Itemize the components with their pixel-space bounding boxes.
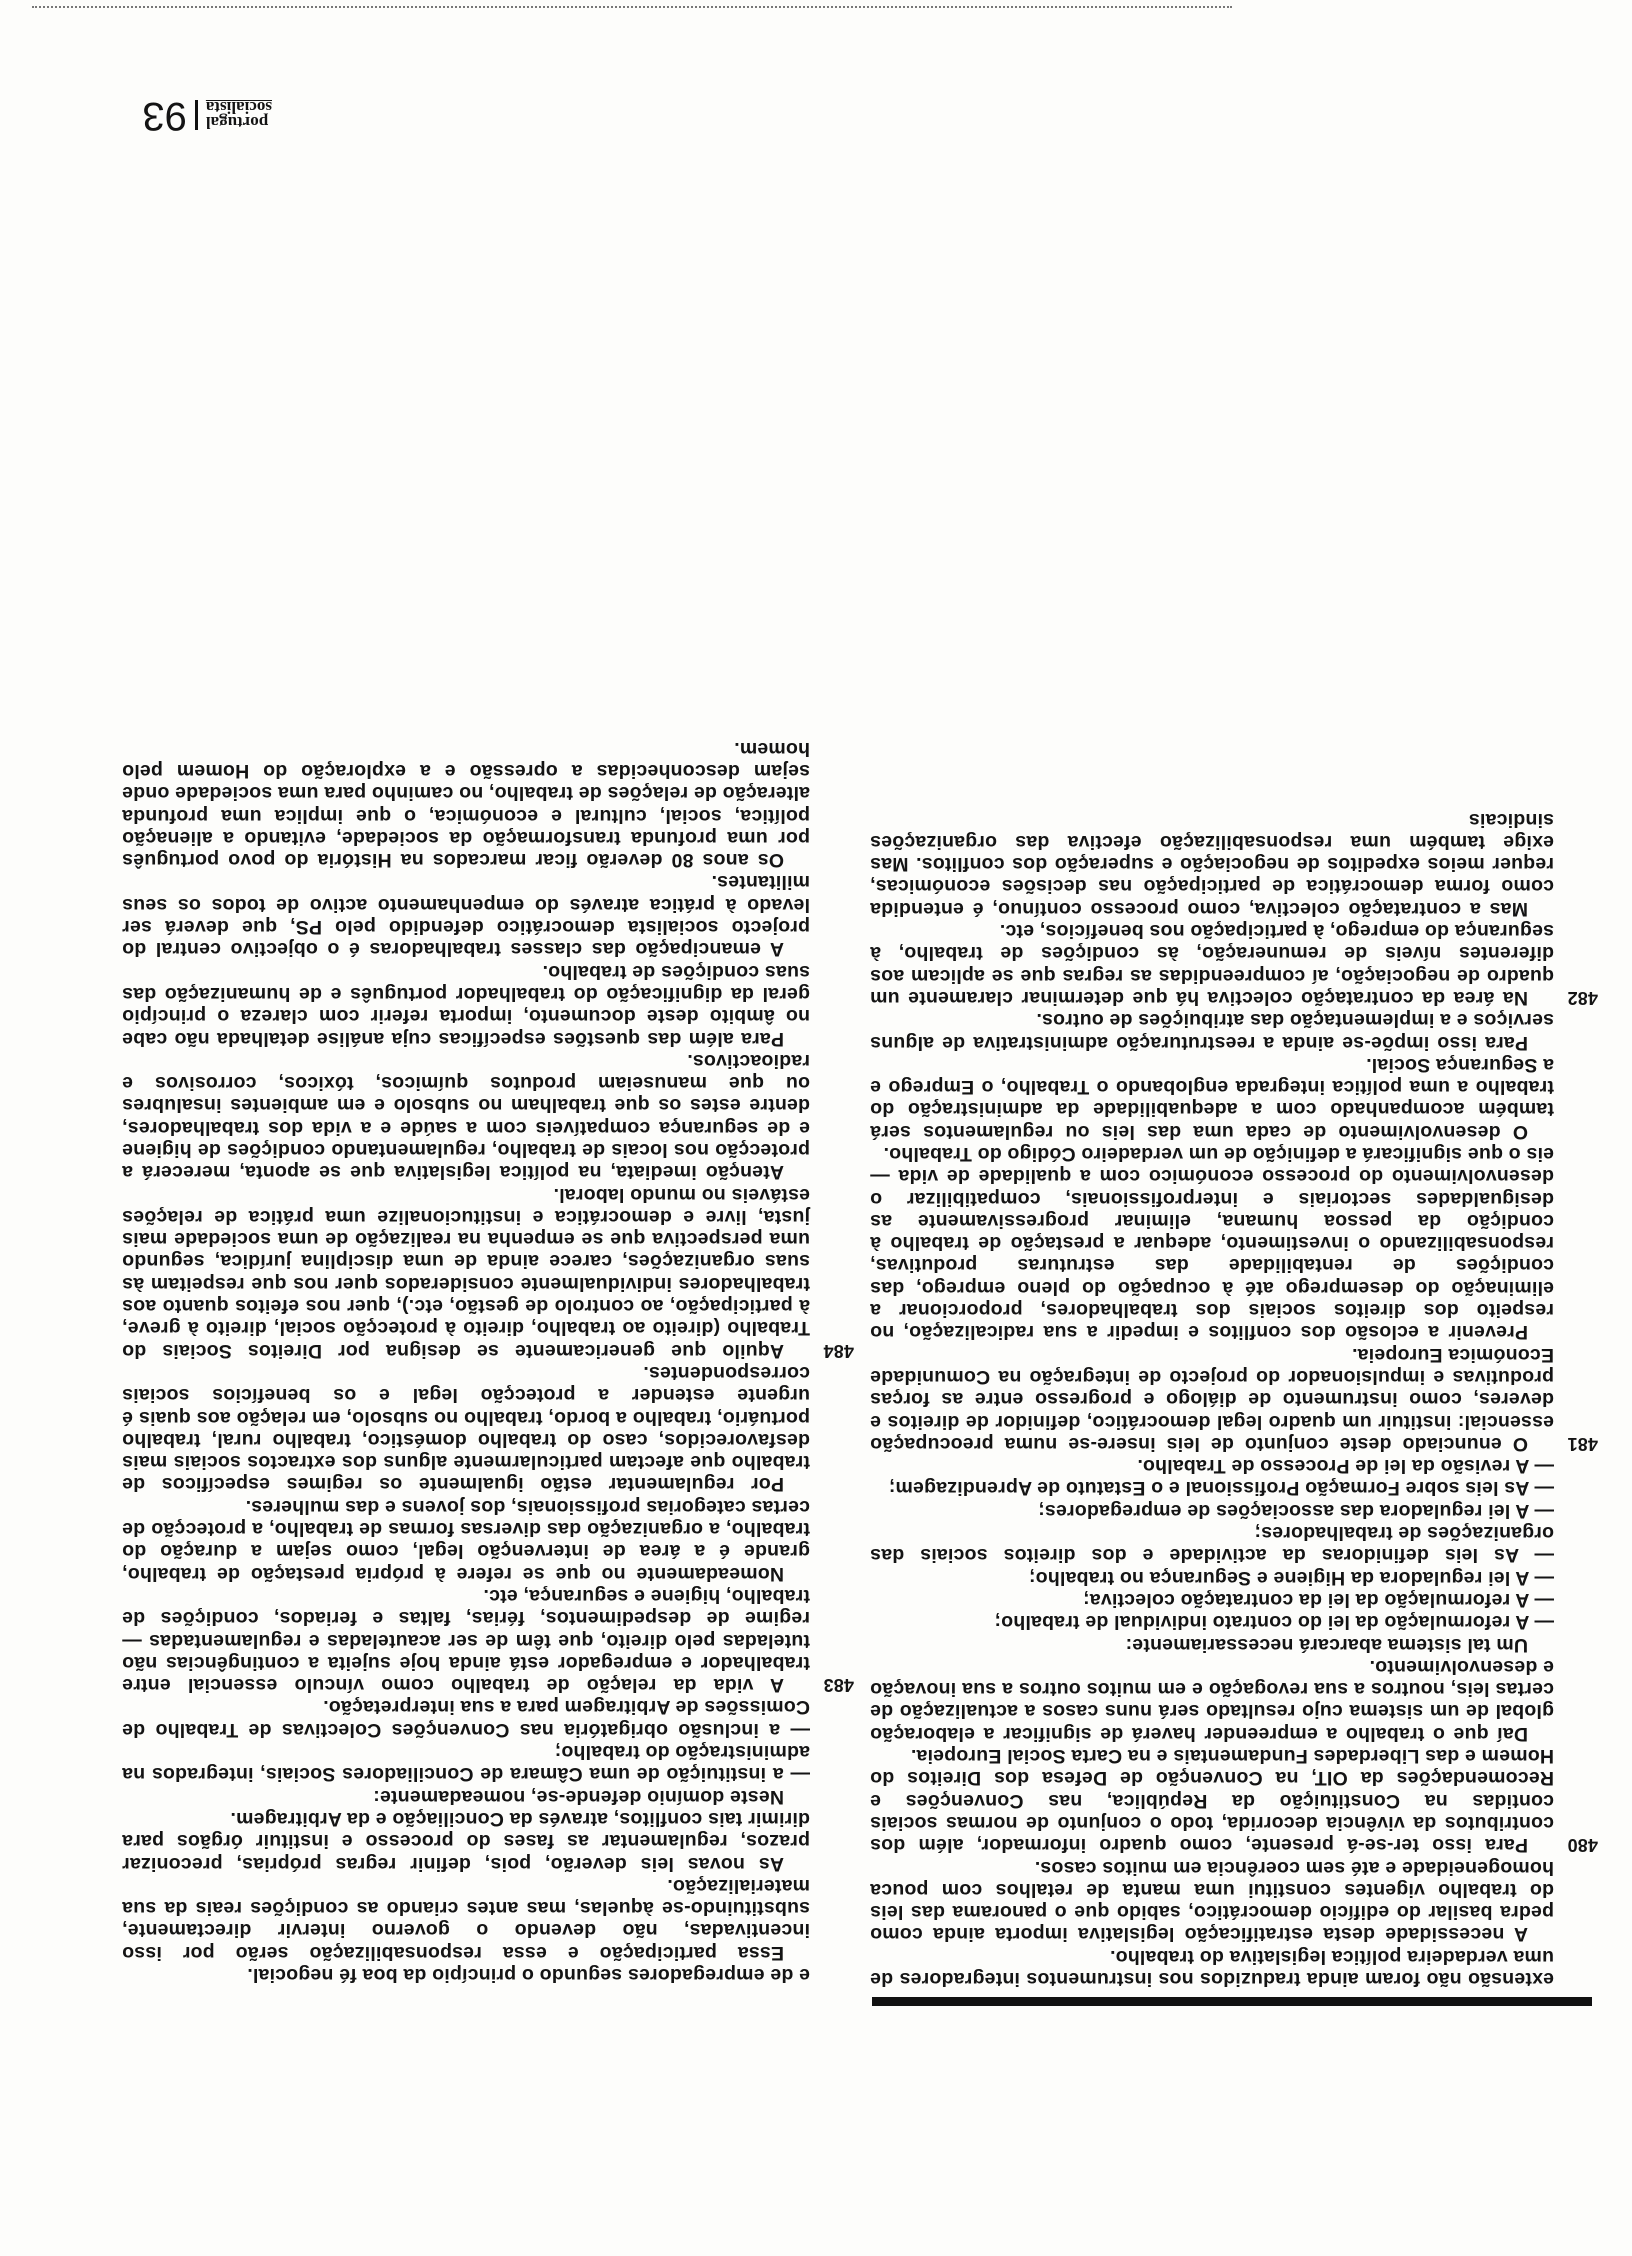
list-item [870,1566,1554,1588]
paragraph [122,960,810,1049]
list-item [122,1741,810,1786]
paragraph [870,808,1554,919]
paragraph [870,1856,1554,1945]
page-number: 93 [142,94,187,138]
text-column-right [122,737,854,1986]
paragraph-text: Prevenir a eclosão dos conflitos e impedir a sua radicalização, no respeito dos direitos sociais dos trabalhadores, proporcionar a eliminação do desemprego até à ocupação do pleno emprego, das condições de rentabilidade das estruturas produtivas, responsabilizando o investimento, adequar a prestação de trabalho à condição da pessoa humana, eliminar progressivamente as desigualdades sectoriais e interprofissionais, compatibilizar o desenvolvimento do processo económico com a qualidade de vida — eis o que significará a definição de um verdadeiro Código do Trabalho. [870,1143,1554,1344]
paragraph-text: — As leis sobre Formação Profissional e o Estatuto de Aprendizagem; [888,1477,1554,1500]
paragraph-number: 482 [1567,987,1598,1008]
paragraph [122,1964,810,1986]
paragraph [870,1633,1554,1655]
paragraph-text: Essa participação e essa responsabilização serão por isso incentivadas, não devendo o governo intervir directamente, substituindo-se àquelas, mas antes criando as condições reais da sua materialização. [122,1874,810,1964]
paragraph-text: Aquilo que genericamente se designa por Direitos Sociais do Trabalho (direito ao trabalho, direito à protecção social, direito à greve, à participação, ao controlo de gestão, etc.), quer nos efeitos quanto aos trabalhadores individualmente considerados quer nos que respeitam às suas organizações, carece ainda de uma disciplina jurídica, segundo uma perspectiva que se empenha na realização de uma sociedade mais justa, livre e democrática e institucionalize uma prática de relações estáveis no mundo laboral. [122,1183,810,1362]
list-item [870,1477,1554,1499]
paragraph-number: 484 [823,1340,854,1361]
paragraph-text: extensão não foram ainda traduzidos nos instrumentos integradores de uma verdadeira política legislativa do trabalho. [870,1945,1554,1990]
paragraph-text: Daí que o trabalho a empreender haverá de significar a elaboração global de um sistema cujo resultado será nuns casos a actualização de certas leis, noutros a sua revogação e em muitos outros a sua inovação e desenvolvimento. [870,1655,1554,1745]
paragraph-text: Para isso ter-se-á presente, como quadro informador, além dos contributos da vivência decorrida, todo o conjunto de normas sociais contidas na Constituição da República, nas Convenções e Recomendações da OIT, na Convenção de Defesa dos Direitos do Homem e das Liberdades Fundamentais e na Carta Social Europeia. [870,1745,1554,1857]
list-item [870,1522,1554,1567]
list-item [870,1499,1554,1521]
paragraph-text: O desenvolvimento de cada uma das leis ou regulamentos será também acompanhado com a adequabilidade da administração do trabalho a uma política integrada englobando o Trabalho, o Emprego e a Segurança Social. [870,1053,1554,1143]
publication-logo [195,98,272,133]
paragraph-text: — A lei reguladora das associações de empregadores; [1038,1499,1554,1522]
paragraph-text: — a instituição de uma Câmara de Conciliadores Sociais, integrados na administração do trabalho; [122,1741,810,1786]
paragraph-text: — A lei reguladora da Higiene e Segurança no trabalho; [1028,1566,1554,1589]
paragraph-text: Mas a contratação colectiva, como processo contínuo, é entendida como forma democrática de participação nas decisões económicas, requer meios expeditos de negociação e superação dos conflitos. Mas exige também uma responsabilização efectiva das organizações sindicais [870,808,1554,920]
paragraph-text: — As leis definidoras da actividade e dos direitos sociais das organizações de trabalhadores; [870,1522,1554,1567]
paragraph-text: As novas leis deverão, pois, definir regras próprias, preconizar prazos, regulamentar as fases do processo e instituir órgãos para dirimir tais conflitos, através da Conciliação e da Arbitragem. [122,1807,810,1875]
paragraph-text: Nomeadamente no que se refere à própria prestação de trabalho, grande é a área de intervenção legal, como sejam a duração do trabalho, a organização das diversas formas de trabalho, a protecção de certas categorias profissionais, dos jovens e das mulheres. [122,1495,810,1585]
paragraph-text: — A revisão da lei de Processo de Trabalho. [1137,1455,1554,1478]
paragraph-number: 480 [1567,1835,1598,1856]
paragraph-number: 481 [1567,1433,1598,1454]
paragraph-text: O enunciado deste conjunto de leis insere-se numa preocupação essencial: instituir um quadro legal democrático, definidor de direitos e deveres, como instrumento de diálogo e progresso entre as forças produtivas e impulsionador do projecto de integração na Comunidade Económica Europeia. [870,1343,1554,1455]
text-column-left [870,808,1598,1990]
paragraph [870,1054,1554,1143]
paragraph [122,1584,854,1697]
paragraph-text: e de empregadores segundo o princípio da boa fé negocial. [247,1964,810,1986]
paragraph-text: Atenção imediata, na política legislativa que se aponta, merecerá a protecção nos locais de trabalho, regulamentando condições de higiene e de segurança compatíveis com a saúde e a vida dos trabalhadores, dentre estes os que trabalham no subsolo e em ambientes insalubres ou que manuseiam produtos químicos, tóxicos, corrosivos e radioactivos. [122,1049,810,1184]
paragraph [122,1495,810,1584]
paragraph-text: Os anos 80 deverão ficar marcados na História do povo português por uma profunda transformação da sociedade, evitando a alienação política, social, cultural e económica, o que implica uma profunda alteração de relações de trabalho, no caminho para uma sociedade onde sejam desconhecidas a opressão e a exploração do Homem pelo homem. [122,737,810,872]
paragraph [870,1009,1554,1054]
paragraph [122,1362,810,1496]
paragraph [122,737,810,871]
list-item [870,1611,1554,1633]
paragraph [122,1050,810,1184]
paragraph-text: A vida da relação de trabalho como vínculo essencial entre trabalhador e empregador está ainda hoje sujeita a contingências não tuteladas pelo direito, que têm de ser acauteladas e regulamentadas — regime de despedimentos, férias, faltas e feriados, condições de trabalho, higiene e segurança, etc. [122,1584,810,1697]
paragraph [122,1183,854,1362]
paragraph-text: — a inclusão obrigatória nas Convenções Colectivas de Trabalho de Comissões de Arbitragem para a sua interpretação. [122,1696,810,1741]
paragraph-text: A emancipação das classes trabalhadoras é o objectivo central do projecto socialista democrático defendido pelo PS, que deverá ser levado à prática através do empenhamento activo de todos os seus militantes. [122,871,810,961]
paragraph [122,1785,810,1807]
logo-line-2: socialista [205,98,272,118]
scan-edge-line [32,6,1232,8]
paragraph-text: Para isso impõe-se ainda a reestruturação administrativa de alguns serviços e a implementação das atribuições de outros. [870,1009,1554,1054]
paragraph [122,871,810,960]
paragraph-text: Por regulamentar estão igualmente os regimes específicos de trabalho que afectam particularmente alguns dos extractos sociais mais desfavorecidos, caso do trabalho doméstico, trabalho rural, trabalho portuário, trabalho a bordo, trabalho no subsolo, em relação aos quais é urgente estender a protecção legal e os benefícios sociais correspondentes. [122,1361,810,1496]
paragraph [122,1875,810,1964]
paragraph [870,920,1598,1009]
paragraph-text: — A reformulação da lei do contrato individual de trabalho; [994,1611,1554,1634]
paragraph [870,1343,1598,1455]
paragraph [870,1656,1554,1745]
paragraph [122,1808,810,1875]
paragraph [870,1745,1598,1857]
list-item [870,1589,1554,1611]
paragraph-text: Neste domínio defende-se, nomeadamente: [373,1785,784,1808]
paragraph-text: — A reformulação da lei da contratação colectiva; [1082,1588,1554,1611]
paragraph-text: Na área da contratação colectiva há que determinar claramente um quadro de negociação, aí compreendidas as regras que se aplicam aos diferentes níveis de remuneração, às condições de trabalho, à segurança do emprego, à participação nos benefícios, etc. [870,920,1554,1009]
paragraph-number: 483 [823,1675,854,1696]
section-rule [872,1997,1592,2006]
paragraph-text: Um tal sistema abarcará necessariamente: [1125,1633,1528,1656]
paragraph [870,1143,1554,1344]
paragraph-text: Para além das questões específicas cuja análise detalhada não cabe no âmbito deste documento, importa referir com clareza o princípio geral da dignificação do trabalhador português e de humanização das suas condições de trabalho. [122,960,810,1050]
paragraph [870,1945,1554,1990]
paragraph-text: A necessidade desta estratificação legislativa importa ainda como pedra basilar do edifício democrático, sabido que o panorama das leis do trabalho vigentes constitui uma manta de retalhos com pouca homogeneidade e até sem coerência em muitos casos. [870,1856,1554,1946]
logo-line-1: portugal [205,113,269,133]
list-item [122,1696,810,1741]
page-footer [142,93,272,138]
list-item [870,1455,1554,1477]
